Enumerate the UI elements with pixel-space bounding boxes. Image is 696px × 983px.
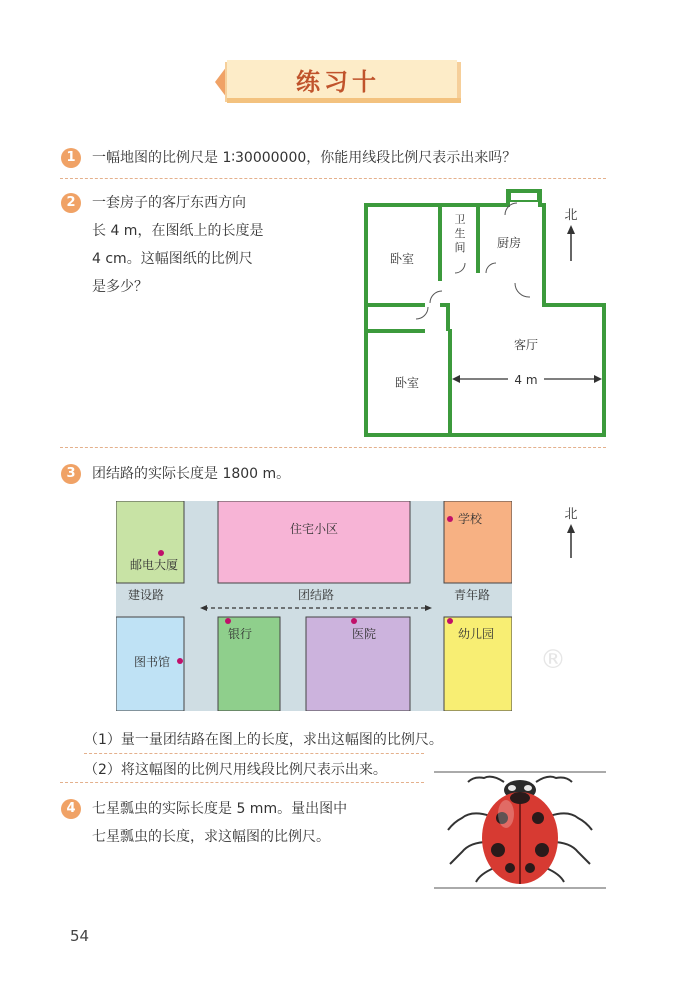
road-main-label: 团结路 [297,588,335,602]
north-arrow-1 [560,205,584,263]
page-number: 54 [70,927,90,945]
question-1-text: 一幅地图的比例尺是 1∶30000000，你能用线段比例尺表示出来吗？ [92,150,517,166]
bathroom-label-2: 生 [454,227,466,240]
question-2-line-1: 一套房子的客厅东西方向 [92,195,246,211]
sub-question-1: （1）量一量团结路在图上的长度，求出这幅图的比例尺。 [84,732,443,748]
kitchen-label: 厨房 [496,236,522,250]
question-4-line-1: 七星瓢虫的实际长度是 5 mm。量出图中 [92,801,348,817]
residential-label: 住宅小区 [289,522,339,536]
street-map [116,501,512,711]
bank-label: 银行 [227,627,253,641]
sub-question-2: （2）将这幅图的比例尺用线段比例尺表示出来。 [84,762,387,778]
library-label: 图书馆 [133,655,171,669]
road-west-label: 建设路 [127,588,165,602]
question-number-1: 1 [61,148,81,168]
separator [60,782,424,783]
separator [84,753,424,754]
north-label-1: 北 [564,208,578,223]
question-2-line-2: 长 4 m，在图纸上的长度是 [92,223,264,239]
post-office-label: 邮电大厦 [129,558,179,572]
school-label: 学校 [457,512,483,526]
question-2-line-3: 4 cm。这幅图纸的比例尺 [92,251,253,267]
question-number-3: 3 [61,464,81,484]
separator [60,447,606,448]
north-arrow-2 [560,504,584,560]
question-2-line-4: 是多少？ [92,279,148,295]
kindergarten-label: 幼儿园 [457,627,495,641]
bedroom-2-label: 卧室 [394,376,420,390]
north-label-2: 北 [564,507,578,522]
question-4-line-2: 七星瓢虫的长度，求这幅图的比例尺。 [92,829,330,845]
ladybug-illustration [432,768,608,892]
road-east-label: 青年路 [453,588,491,602]
living-room-label: 客厅 [513,338,539,352]
question-number-2: 2 [61,193,81,213]
page-title: 练习十 [296,68,380,96]
question-3-text: 团结路的实际长度是 1800 m。 [92,466,291,482]
dimension-label: 4 m [514,373,538,387]
question-number-4: 4 [61,799,81,819]
bathroom-label-3: 间 [454,241,466,254]
watermark-mark: ® [540,645,566,675]
separator [60,178,606,179]
bedroom-1-label: 卧室 [389,252,415,266]
hospital-label: 医院 [351,627,377,641]
bathroom-label-1: 卫 [454,213,466,226]
